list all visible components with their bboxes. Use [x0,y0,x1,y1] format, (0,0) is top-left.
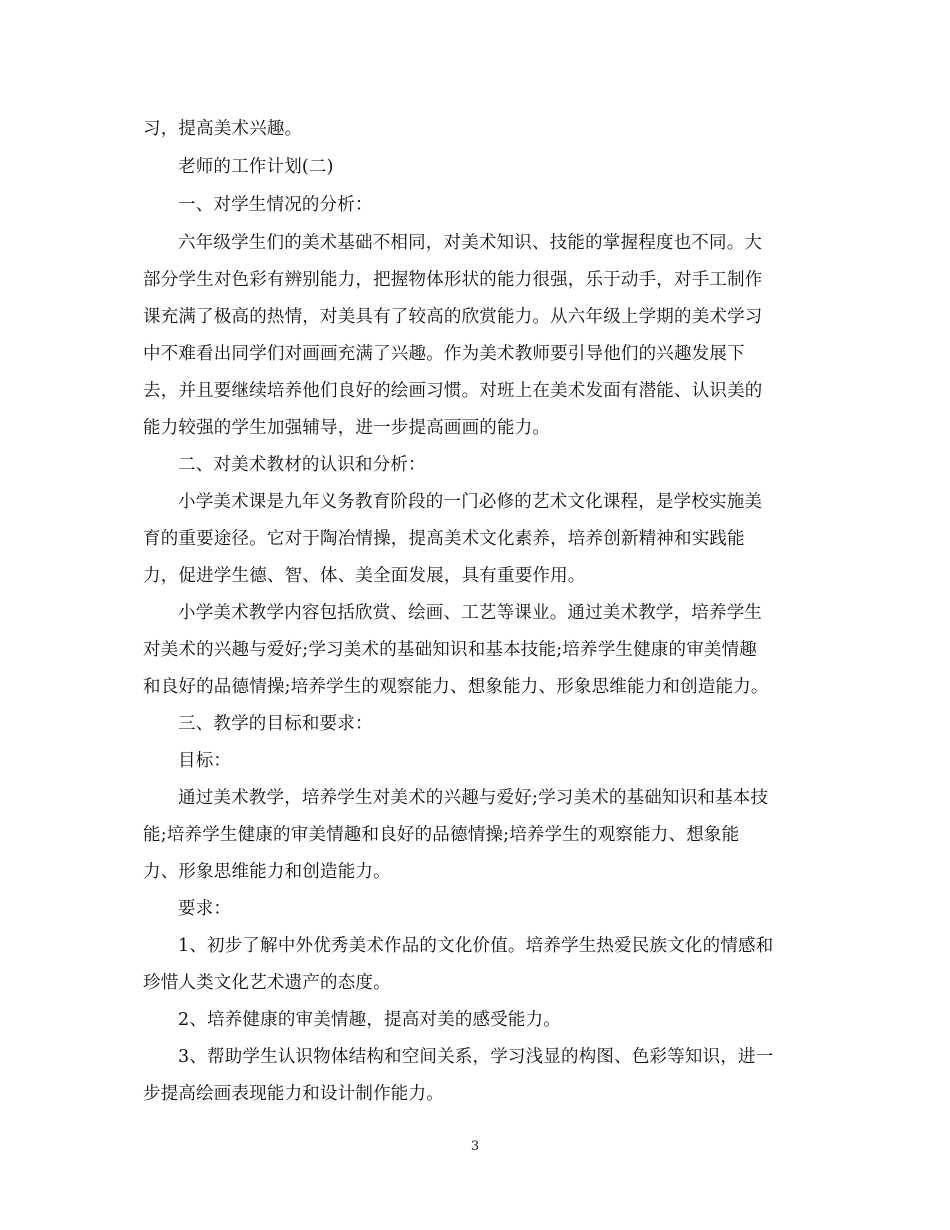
text-line: 步提高绘画表现能力和设计制作能力。 [143,1084,444,1104]
text-line: 习，提高美术兴趣。 [143,119,303,139]
section-heading: 二、对美术教材的认识和分析： [178,455,426,475]
text-line: 中不难看出同学们对画画充满了兴趣。作为美术教师要引导他们的兴趣发展下 [143,344,745,364]
text-line: 3、帮助学生认识物体结构和空间关系，学习浅显的构图、色彩等知识，进一 [178,1047,774,1067]
section-heading: 一、对学生情况的分析： [178,195,373,215]
text-line: 能;培养学生健康的审美情趣和良好的品德情操;培养学生的观察能力、想象能 [143,825,740,845]
subheading: 要求： [178,899,232,919]
text-line: 和良好的品德情操;培养学生的观察能力、想象能力、形象思维能力和创造能力。 [143,677,769,697]
text-line: 小学美术教学内容包括欣赏、绘画、工艺等课业。通过美术教学，培养学生 [178,603,763,623]
subheading: 目标： [178,751,232,771]
text-line: 去，并且要继续培养他们良好的绘画习惯。对班上在美术发面有潜能、认识美的 [143,381,763,401]
text-line: 能力较强的学生加强辅导，进一步提高画画的能力。 [143,418,551,438]
text-line: 珍惜人类文化艺术遗产的态度。 [143,973,391,993]
page-number: 3 [470,1139,480,1154]
text-line: 课充满了极高的热情，对美具有了较高的欣赏能力。从六年级上学期的美术学习 [143,307,763,327]
text-line: 对美术的兴趣与爱好;学习美术的基础知识和基本技能;培养学生健康的审美情趣 [143,640,757,660]
text-line: 力、形象思维能力和创造能力。 [143,862,391,882]
section-heading: 老师的工作计划(二) [178,157,334,177]
text-line: 2、培养健康的审美情趣，提高对美的感受能力。 [178,1010,562,1030]
text-line: 通过美术教学，培养学生对美术的兴趣与爱好;学习美术的基础知识和基本技 [178,788,769,808]
text-line: 部分学生对色彩有辨别能力，把握物体形状的能力很强，乐于动手，对手工制作 [143,270,763,290]
text-line: 1、初步了解中外优秀美术作品的文化价值。培养学生热爱民族文化的情感和 [178,936,774,956]
text-line: 育的重要途径。它对于陶冶情操，提高美术文化素养，培养创新精神和实践能 [143,529,745,549]
text-line: 力，促进学生德、智、体、美全面发展，具有重要作用。 [143,566,586,586]
section-heading: 三、教学的目标和要求： [178,714,373,734]
text-line: 六年级学生们的美术基础不相同，对美术知识、技能的掌握程度也不同。大 [178,233,763,253]
text-line: 小学美术课是九年义务教育阶段的一门必修的艺术文化课程，是学校实施美 [178,492,763,512]
